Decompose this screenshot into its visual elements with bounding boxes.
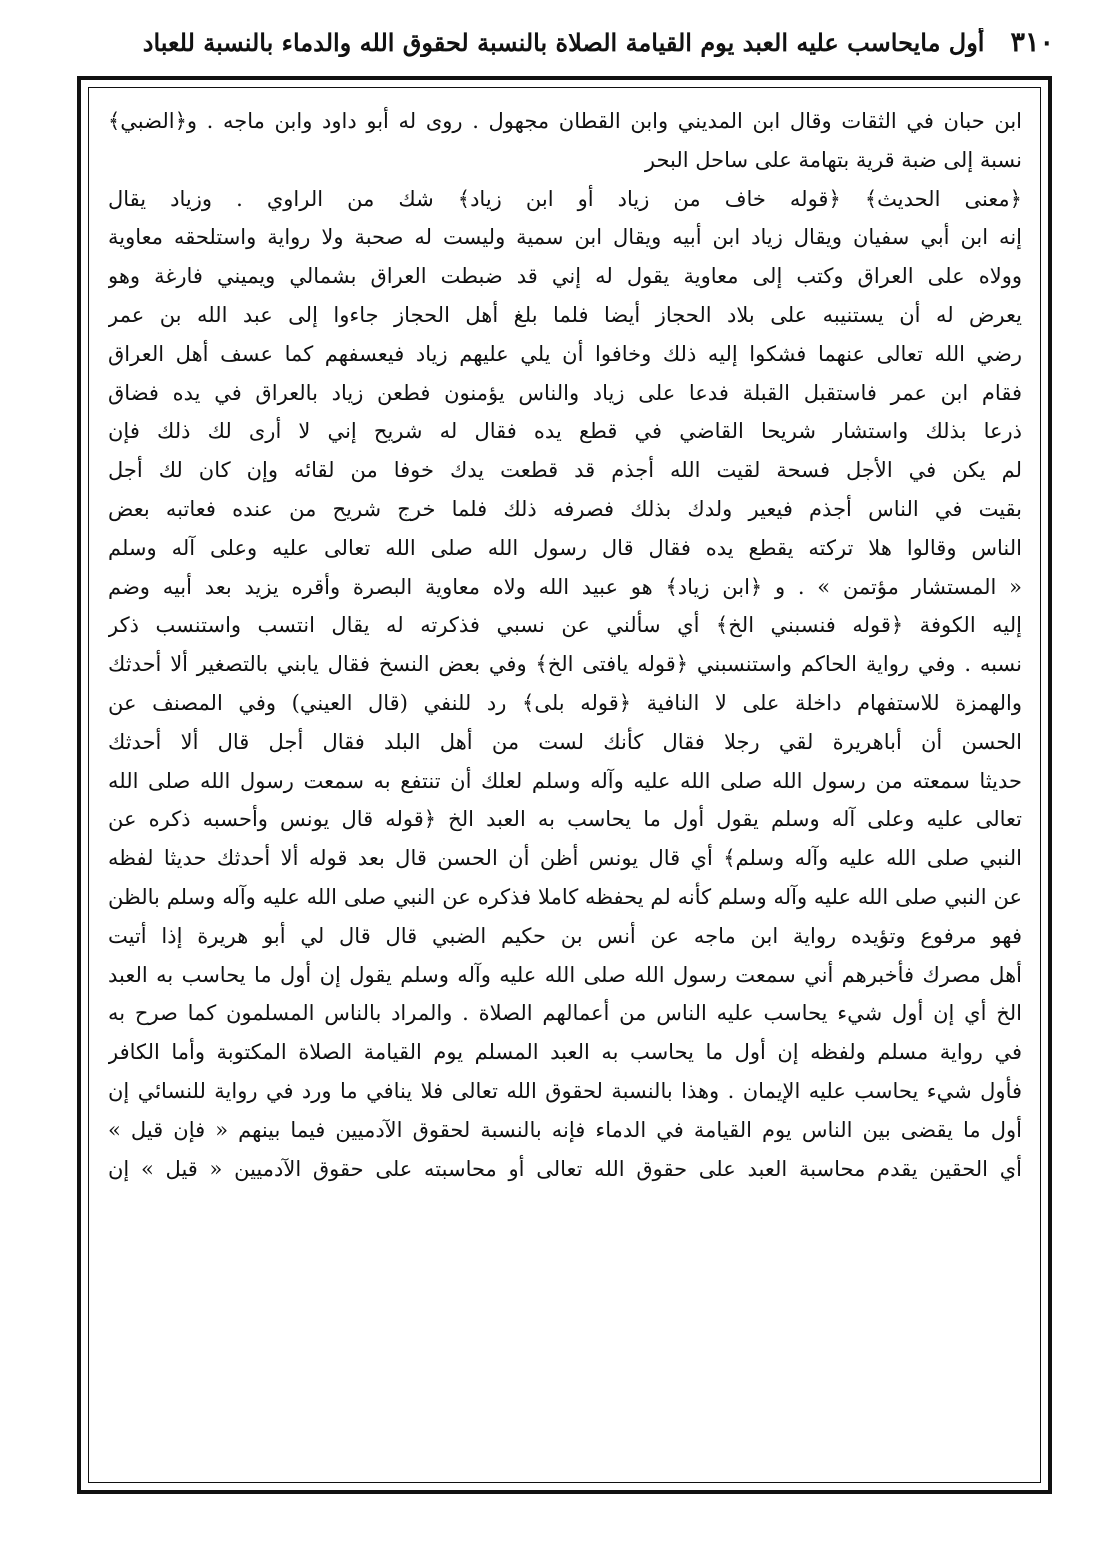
text-line: الخ أي إن أول شيء يحاسب عليه الناس من أعمالهم الصلاة . والمراد بالناس المسلمون كما صرح به: [108, 1001, 1022, 1026]
text-line: يعرض له أن يستنيبه على بلاد الحجاز أيضا فلما بلغ أهل الحجاز جاءوا إلى عبد الله بن عمر: [108, 302, 1022, 327]
text-line: النبي صلى الله عليه وآله وسلم﴾ أي قال يونس أظن أن الحسن قال بعد قوله ألا أحدثك حديثا لفظه: [108, 846, 1022, 871]
text-line: أهل مصرك فأخبرهم أني سمعت رسول الله صلى الله عليه وآله وسلم يقول إن أول ما يحاسب به العبد: [108, 962, 1022, 987]
text-line: إنه ابن أبي سفيان ويقال زياد ابن أبيه ويقال ابن سمية وليست له صحبة ولا رواية واستلحقه معاوية: [108, 225, 1022, 250]
text-line: رضي الله تعالى عنهما فشكوا إليه ذلك وخافوا أن يلي عليهم زياد فيعسفهم كما عسف أهل العراق: [108, 341, 1022, 366]
text-line: نسبة إلى ضبة قرية بتهامة على ساحل البحر: [644, 147, 1022, 172]
text-line: تعالى عليه وعلى آله وسلم يقول أول ما يحاسب به العبد الخ ﴿قوله قال يونس وأحسبه ذكره عن: [108, 807, 1022, 832]
text-line: حديثا سمعته من رسول الله صلى الله عليه وآله وسلم لعلك أن تنتفع به سمعت رسول الله صلى الله: [108, 768, 1022, 793]
text-line: نسبه . وفي رواية الحاكم واستنسبني ﴿قوله يافتى الخ﴾ وفي بعض النسخ فقال يابني بالتصغير ألا أحدثك: [108, 652, 1022, 677]
text-line: وولاه على العراق وكتب إلى معاوية يقول له إني قد ضبطت العراق بشمالي ويميني فارغة وهو: [108, 264, 1022, 289]
text-line: إليه الكوفة ﴿قوله فنسبني الخ﴾ أي سألني عن نسبي فذكرته له يقال انتسب واستنسب ذكر: [108, 613, 1022, 638]
page-header: [82, 22, 1054, 62]
text-line: فقام ابن عمر فاستقبل القبلة فدعا على زياد والناس يؤمنون فطعن زياد بالعراق في يده فضاق: [108, 380, 1022, 405]
text-line: أي الحقين يقدم محاسبة العبد على حقوق الله تعالى أو محاسبته على حقوق الآدميين « قيل » إن: [108, 1156, 1022, 1181]
text-line: عن النبي صلى الله عليه وآله وسلم كأنه لم يحفظه كاملا فذكره عن النبي صلى الله عليه وآله وسلم بالظن: [108, 884, 1022, 909]
text-line: « المستشار مؤتمن » . و ﴿ابن زياد﴾ هو عبيد الله ولاه معاوية البصرة وأقره يزيد بعد أبيه وضم: [108, 574, 1022, 599]
text-line: بقيت في الناس أجذم فيعير ولدك بذلك فصرفه ذلك فلما خرج شريح من عنده فعاتبه بعض: [108, 496, 1022, 521]
text-line: فهو مرفوع وتؤيده رواية ابن ماجه عن أنس بن حكيم الضبي قال قال لي أبو هريرة إذا أتيت: [108, 923, 1022, 948]
text-line: ابن حبان في الثقات وقال ابن المديني وابن القطان مجهول . روى له أبو داود وابن ماجه . و﴿الضبي﴾: [108, 109, 1022, 133]
text-line: في رواية مسلم ولفظه إن أول ما يحاسب به العبد المسلم يوم القيامة الصلاة المكتوبة وأما الكافر: [108, 1040, 1022, 1065]
page-number: ٣١٠: [1010, 26, 1054, 58]
text-line: الحسن أن أباهريرة لقي رجلا فقال كأنك لست من أهل البلد فقال أجل قال ألا أحدثك: [108, 729, 1022, 754]
text-line: فأول شيء يحاسب عليه الإيمان . وهذا بالنسبة لحقوق الله تعالى فلا ينافي ما ورد في رواية للنسائي إن: [108, 1078, 1022, 1103]
text-line: لم يكن في الأجل فسحة لقيت الله أجذم قد قطعت يدك خوفا من لقائه وإن كان لك أجل: [108, 458, 1022, 483]
running-title: أول مايحاسب عليه العبد يوم القيامة الصلاة بالنسبة لحقوق الله والدماء بالنسبة للعباد: [142, 27, 985, 57]
text-line: ﴿معنى الحديث﴾ ﴿قوله خاف من زياد أو ابن زياد﴾ شك من الراوي . وزياد يقال: [108, 186, 1022, 211]
text-line: ذرعا بذلك واستشار شريحا القاضي في قطع يده فقال له شريح إني لا أرى لك ذلك فإن: [108, 419, 1022, 444]
body-text: [108, 102, 1022, 1188]
text-line: والهمزة للاستفهام داخلة على لا النافية ﴿قوله بلى﴾ رد للنفي (قال العيني) وفي المصنف عن: [108, 690, 1022, 715]
text-line: الناس وقالوا هلا تركته يقطع يده فقال قال رسول الله صلى الله تعالى عليه وعلى آله وسلم: [108, 535, 1022, 560]
text-line: أول ما يقضى بين الناس يوم القيامة في الدماء فإنه بالنسبة لحقوق الآدميين فيما بينهم « فإن قيل »: [108, 1117, 1022, 1142]
